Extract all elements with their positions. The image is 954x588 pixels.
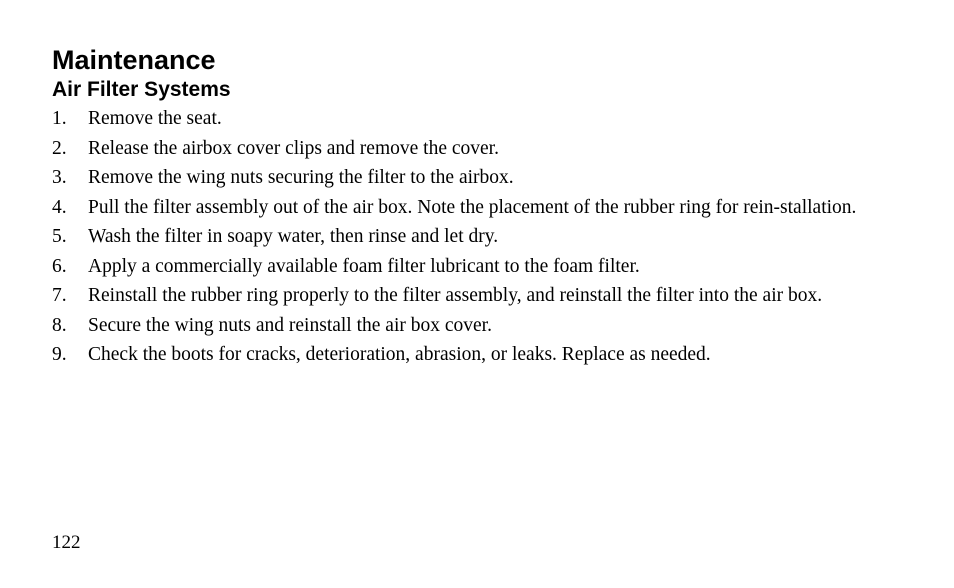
section-title: Maintenance: [52, 45, 216, 75]
step-number: 3.: [52, 167, 67, 188]
list-item: [52, 227, 892, 247]
step-text: Apply a commercially available foam filter lubricant to the foam filter.: [88, 255, 640, 277]
step-text: Reinstall the rubber ring properly to the filter assembly, and reinstall the filter into the air box.: [88, 285, 823, 306]
step-number: 1.: [52, 108, 67, 129]
page-number: 122: [52, 532, 81, 553]
step-number: 2.: [52, 137, 67, 159]
step-number: 4.: [52, 196, 67, 218]
step-number: 8.: [52, 314, 67, 336]
step-number: 7.: [52, 285, 67, 306]
list-item: [52, 168, 892, 188]
list-item: [52, 109, 892, 129]
step-text: Release the airbox cover clips and remove the cover.: [88, 137, 499, 159]
list-item: [52, 345, 892, 365]
step-number: 5.: [52, 226, 67, 247]
step-text: Secure the wing nuts and reinstall the air box cover.: [88, 314, 492, 336]
subsection-title: Air Filter Systems: [52, 78, 231, 101]
list-item: [52, 257, 892, 277]
step-text: Remove the wing nuts securing the filter to the airbox.: [88, 167, 514, 188]
step-text: Remove the seat.: [88, 108, 222, 129]
step-text: Pull the filter assembly out of the air box. Note the placement of the rubber ring for rein-stallation.: [88, 196, 857, 218]
step-number: 9.: [52, 344, 67, 365]
page-content: [52, 44, 892, 375]
step-number: 6.: [52, 255, 67, 277]
list-item: [52, 139, 892, 159]
list-item: [52, 198, 892, 218]
step-text: Wash the filter in soapy water, then rinse and let dry.: [88, 226, 499, 247]
list-item: [52, 316, 892, 336]
list-item: [52, 286, 892, 306]
steps-list: [52, 109, 892, 365]
step-text: Check the boots for cracks, deterioration, abrasion, or leaks. Replace as needed.: [88, 344, 711, 365]
